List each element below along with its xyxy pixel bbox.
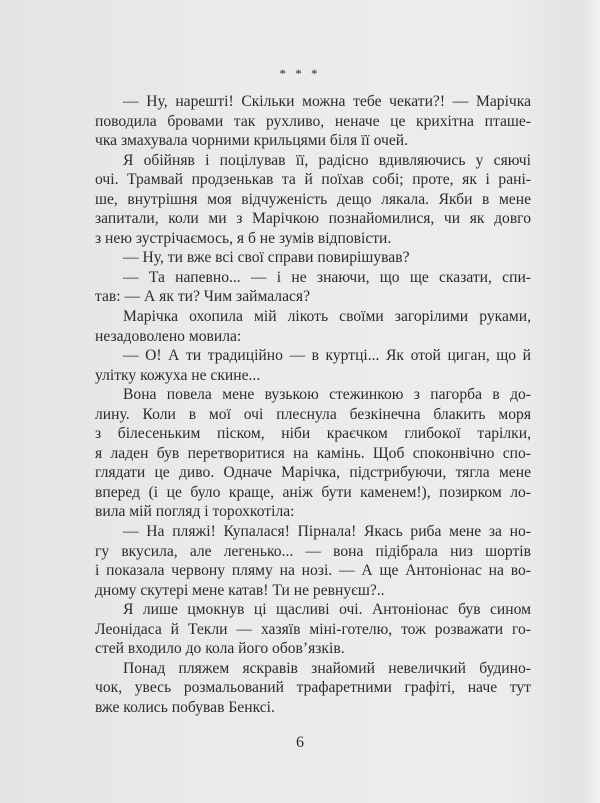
text-line: лину. Коли в мої очі плеснула безкінечна блакить моря <box>95 405 531 423</box>
text-line: Понад пляжем яскравів знайомий невеличкий будино- <box>123 659 531 677</box>
text-line: — Ну, ти вже всі свої справи повирішував? <box>123 249 410 267</box>
paragraph <box>95 92 531 151</box>
text-line: з білесеньким піском, ніби краєчком глибокої тарілки, <box>95 425 531 443</box>
text-line: з нею зустрічаємось, я б не зумів відповісти. <box>95 229 392 247</box>
text-line: чка змахувала чорними крильцями біля її очей. <box>95 132 409 150</box>
text-line: Марічка охопила мій лікоть своїми загорілими руками, <box>123 308 531 326</box>
text-line: Я лише цмокнув ці щасливі очі. Антоніонас був сином <box>123 601 531 619</box>
text-line: очі. Трамвай продзенькав та й поїхав собі; проте, як і рані- <box>95 171 531 189</box>
text-line: вже колись побував Бенксі. <box>95 698 275 716</box>
text-line: — Та напевно... — і не знаючи, що ще сказати, спи- <box>123 268 531 286</box>
text-line: запитали, коли ми з Марічкою познайомилися, чи як довго <box>95 210 531 228</box>
text-line: глядати це диво. Одначе Марічка, підстрибуючи, тягла мене <box>95 464 531 482</box>
text-line: — На пляжі! Купалася! Пірнала! Якась риба мене за но- <box>123 523 531 541</box>
body-text <box>95 92 531 718</box>
text-line: ше, внутрішня моя відчуженість дещо лякала. Якби в мене <box>95 190 531 208</box>
paragraph <box>95 268 531 307</box>
text-line: незадоволено мовила: <box>95 327 242 345</box>
paragraph <box>95 307 531 346</box>
text-line: гу вкусила, але легенько... — вона підібрала низ шортів <box>95 542 531 560</box>
text-line: — Ну, нарешті! Скільки можна тебе чекати?! — Марічка <box>123 93 531 110</box>
page-number: 6 <box>296 734 304 751</box>
text-line: вила мій погляд і торохкотіла: <box>95 503 295 521</box>
text-line: Леонідаса й Текли — хазяїв міні-готелю, тож розважати го- <box>95 620 531 638</box>
paragraph <box>95 600 531 659</box>
text-line: поводила бровами так рухливо, неначе це крихітна пташе- <box>95 112 531 130</box>
paragraph <box>95 659 531 718</box>
paragraph <box>95 385 531 522</box>
paragraph <box>95 346 531 385</box>
paragraph <box>95 151 531 249</box>
section-break-mark: * * * <box>279 66 321 81</box>
text-line: дному скутері мене катав! Ти не ревнуєш?.. <box>95 581 385 599</box>
text-line: тав: — А як ти? Чим займалася? <box>95 288 311 306</box>
text-line: улітку кожуха не скине... <box>95 366 261 384</box>
text-line: я ладен був перетворитися на камінь. Щоб споконвічно спо- <box>95 444 531 462</box>
text-line: вперед (і це було краще, аніж бути каменем!), позирком ло- <box>95 483 531 501</box>
text-line: стей входило до кола його обов’язків. <box>95 640 345 658</box>
text-line: чок, увесь розмальований трафаретними графіті, наче тут <box>95 679 531 697</box>
text-line: і показала червону пляму на нозі. — А ще Антоніонас на во- <box>95 562 531 580</box>
text-line: Я обійняв і поцілував її, радісно вдивляючись у сяючі <box>123 151 531 169</box>
paragraph <box>95 522 531 600</box>
text-line: Вона повела мене вузькою стежинкою з пагорба в до- <box>123 386 531 404</box>
text-line: — О! А ти традиційно — в куртці... Як отой циган, що й <box>123 347 531 365</box>
paragraph <box>95 248 531 268</box>
